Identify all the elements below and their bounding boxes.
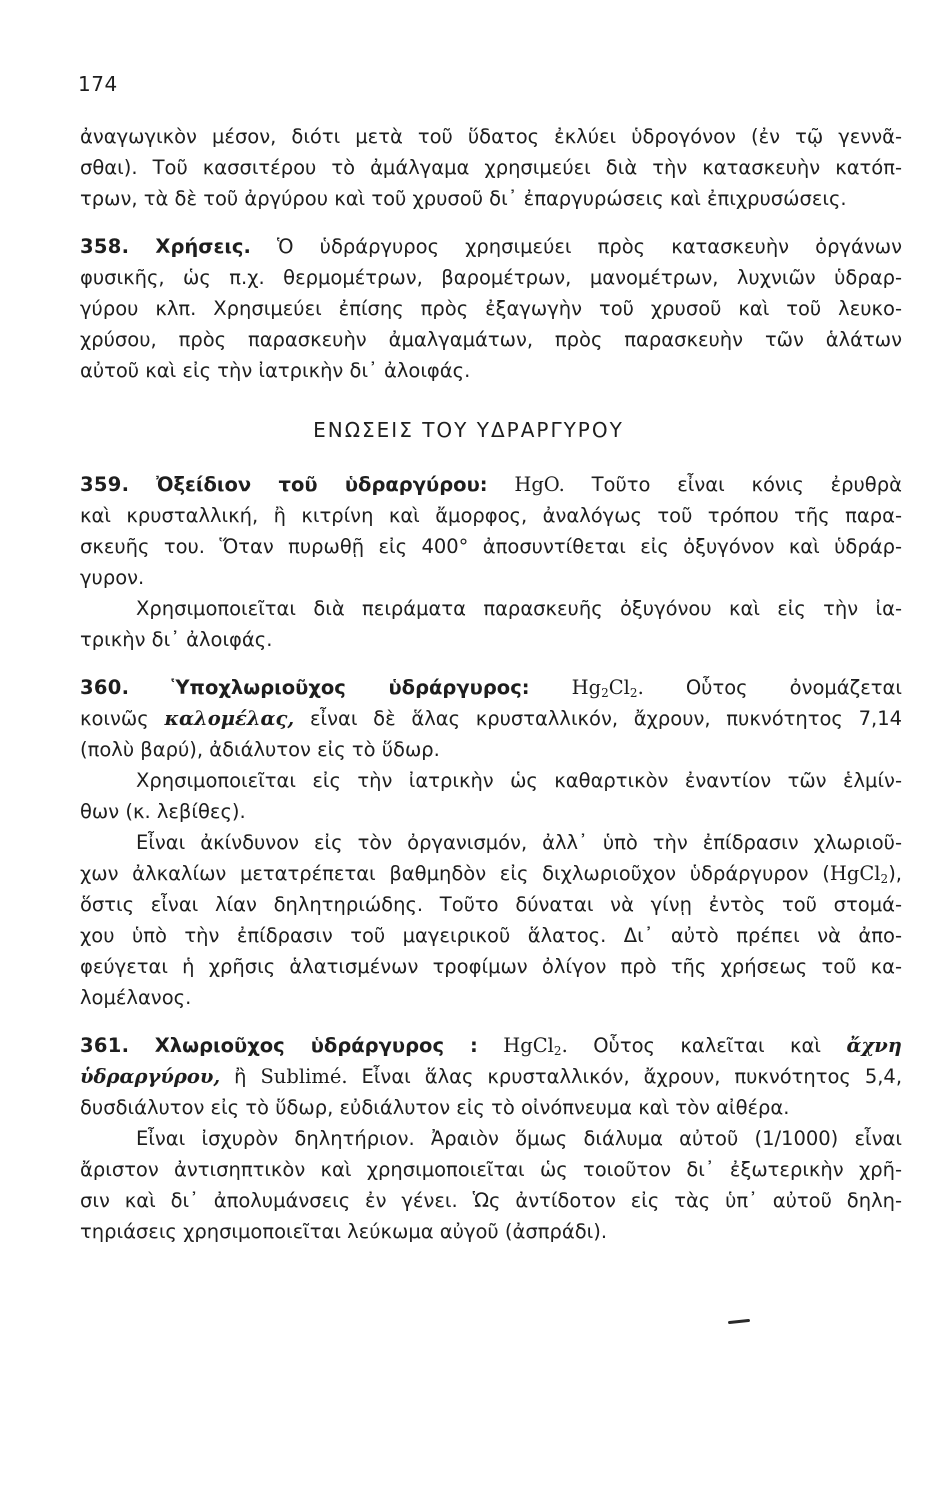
text: Οὗτος ὀνομάζεται [685, 676, 902, 699]
line: (πολὺ βαρύ), ἀδιάλυτον εἰς τὸ ὕδωρ. [80, 738, 440, 761]
line: τρικὴν δι᾽ ἀλοιφάς. [80, 628, 273, 651]
section-359-line [80, 470, 902, 501]
line: ἄριστον ἀντισηπτικὸν καὶ χρησιμοποιεῖται ὡς τοιοῦτον δι᾽ ἐξωτερικὴν χρῆ- [80, 1158, 902, 1181]
text: Τοῦτο εἶναι κόνις ἐρυθρὰ [591, 473, 902, 496]
line: λομέλανος. [80, 986, 192, 1009]
page-number: 174 [78, 72, 118, 96]
line: ὅστις εἶναι λίαν δηλητηριώδης. Τοῦτο δύναται νὰ γίνῃ ἐντὸς τοῦ στομά- [80, 893, 902, 916]
line: φεύγεται ἡ χρῆσις ἁλατισμένων τροφίμων ὀλίγον πρὸ τῆς χρήσεως τοῦ κα- [80, 955, 902, 978]
line: τηριάσεις χρησιμοποιεῖται λεύκωμα αὐγοῦ (ἀσπράδι). [80, 1220, 608, 1243]
text: Ὁ ὑδράργυρος χρησιμεύει πρὸς κατασκευὴν ὀργάνων [277, 235, 902, 258]
section-number: 360. [80, 676, 130, 699]
line: αὐτοῦ καὶ εἰς τὴν ἰατρικὴν δι᾽ ἀλοιφάς. [80, 359, 471, 382]
section-number: 359. [80, 473, 130, 496]
section-title: ΕΝΩΣΕΙΣ ΤΟΥ ΥΔΡΑΡΓΥΡΟΥ [313, 418, 624, 442]
line: σθαι). Τοῦ κασσιτέρου τὸ ἀμάλγαμα χρησιμεύει διὰ τὴν κατασκευὴν κατόπ- [80, 156, 902, 179]
section-heading: Ὑποχλωριοῦχος ὑδράργυρος: [171, 676, 530, 699]
section-number: 358. [80, 235, 130, 258]
chemical-formula: HgCl$_2$. [503, 1034, 568, 1058]
emphasized-term: ὑδραργύρου, [80, 1065, 221, 1088]
line: φυσικῆς, ὡς π.χ. θερμομέτρων, βαρομέτρων, μανομέτρων, λυχνιῶν ὑδραρ- [80, 266, 902, 289]
line: χρύσου, πρὸς παρασκευὴν ἀμαλγαμάτων, πρὸς παρασκευὴν τῶν ἁλάτων [80, 328, 902, 351]
line: χων ἀλκαλίων μετατρέπεται βαθμηδὸν εἰς διχλωριοῦχον ὑδράργυρον (HgCl$_2$), [80, 862, 902, 886]
line: τρων, τὰ δὲ τοῦ ἀργύρου καὶ τοῦ χρυσοῦ δι᾽ ἐπαργυρώσεις καὶ ἐπιχρυσώσεις. [80, 187, 847, 210]
chemical-formula: HgCl$_2$ [829, 862, 889, 886]
text: Οὗτος καλεῖται καὶ [593, 1034, 821, 1057]
emphasized-term: ἄχνη [846, 1034, 902, 1057]
line: κοινῶς καλομέλας, εἶναι δὲ ἅλας κρυσταλλικόν, ἄχρουν, πυκνότητος 7,14 [80, 707, 903, 730]
line: θων (κ. λεβίθες). [80, 800, 246, 823]
chemical-formula: HgO. [514, 473, 565, 496]
section-heading: Χρήσεις. [155, 235, 251, 258]
line: Εἶναι ἀκίνδυνον εἰς τὸν ὀργανισμόν, ἀλλ᾽ ὑπὸ τὴν ἐπίδρασιν χλωριοῦ- [136, 831, 902, 854]
section-358-line [80, 232, 902, 263]
line: Χρησιμοποιεῖται διὰ πειράματα παρασκευῆς ὀξυγόνου καὶ εἰς τὴν ἰα- [136, 597, 902, 620]
section-heading: Χλωριοῦχος ὑδράργυρος : [154, 1034, 478, 1057]
ink-mark [728, 1319, 750, 1324]
latin-term: Sublimé. [260, 1065, 348, 1088]
section-heading: Ὀξείδιον τοῦ ὑδραργύρου: [156, 473, 488, 496]
line: σιν καὶ δι᾽ ἀπολυμάνσεις ἐν γένει. Ὡς ἀντίδοτον εἰς τὰς ὑπ᾽ αὐτοῦ δηλη- [80, 1189, 902, 1212]
line: ἀναγωγικὸν μέσον, διότι μετὰ τοῦ ὕδατος ἐκλύει ὑδρογόνον (ἐν τῷ γεννᾶ- [80, 125, 902, 148]
line: σκευῆς του. Ὅταν πυρωθῇ εἰς 400° ἀποσυντίθεται εἰς ὀξυγόνον καὶ ὑδράρ- [80, 535, 902, 558]
line: καὶ κρυσταλλική, ἢ κιτρίνη καὶ ἄμορφος, ἀναλόγως τοῦ τρόπου τῆς παρα- [80, 504, 902, 527]
emphasized-term: καλομέλας, [164, 707, 295, 730]
line: Χρησιμοποιεῖται εἰς τὴν ἰατρικὴν ὡς καθαρτικὸν ἐναντίον τῶν ἑλμίν- [136, 769, 902, 792]
line: Εἶναι ἰσχυρὸν δηλητήριον. Ἀραιὸν ὅμως διάλυμα αὐτοῦ (1/1000) εἶναι [136, 1127, 902, 1150]
section-number: 361. [80, 1034, 130, 1057]
line: δυσδιάλυτον εἰς τὸ ὕδωρ, εὐδιάλυτον εἰς τὸ οἰνόπνευμα καὶ τὸν αἰθέρα. [80, 1096, 790, 1119]
chemical-formula: $Hg_2Cl_2$. [571, 676, 644, 700]
line: ὑδραργύρου, ἢ Sublimé. Εἶναι ἅλας κρυσταλλικόν, ἄχρουν, πυκνότητος 5,4, [80, 1065, 903, 1088]
line: χου ὑπὸ τὴν ἐπίδρασιν τοῦ μαγειρικοῦ ἅλατος. Δι᾽ αὐτὸ πρέπει νὰ ἀπο- [80, 924, 902, 947]
line: γυρον. [80, 566, 145, 589]
line: γύρου κλπ. Χρησιμεύει ἐπίσης πρὸς ἐξαγωγὴν τοῦ χρυσοῦ καὶ τοῦ λευκο- [80, 297, 902, 320]
